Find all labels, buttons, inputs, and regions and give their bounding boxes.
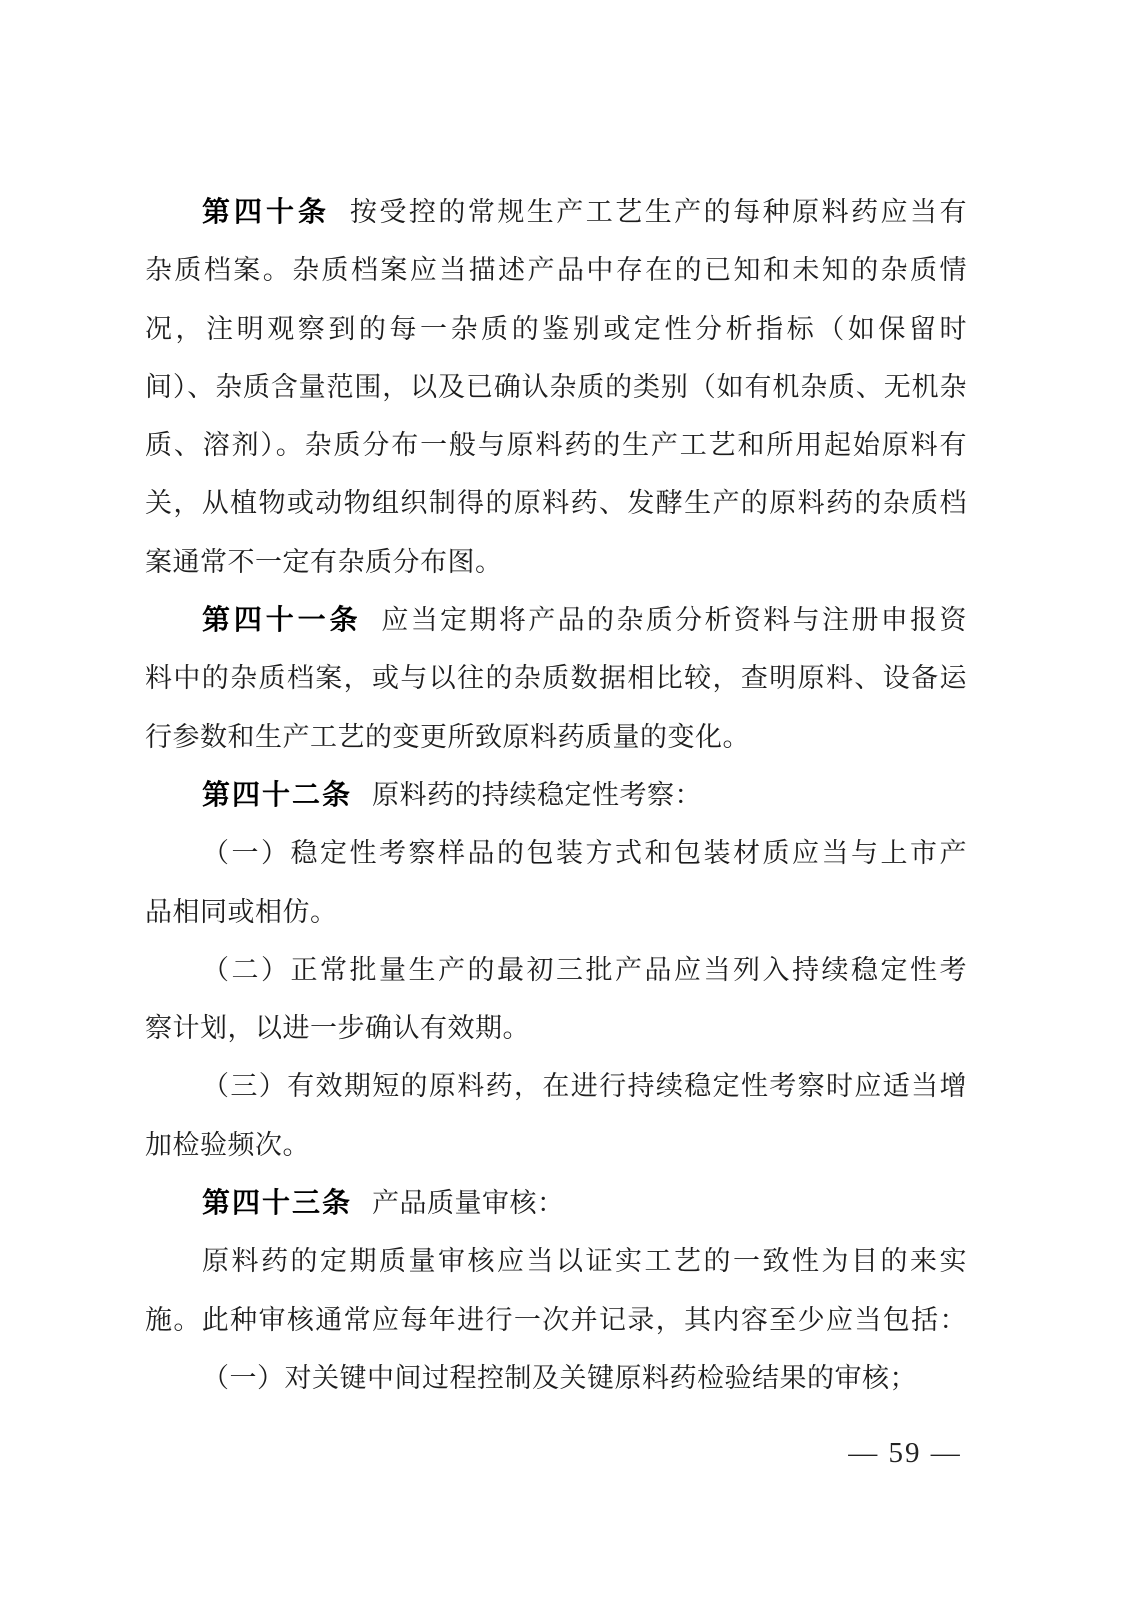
text-line bbox=[145, 708, 967, 766]
text-line bbox=[145, 416, 967, 474]
line-text: 杂质档案。杂质档案应当描述产品中存在的已知和未知的杂质情 bbox=[145, 255, 967, 286]
line-text: 察计划，以进一步确认有效期。 bbox=[145, 1013, 530, 1044]
line-text: 产品质量审核： bbox=[372, 1188, 565, 1219]
line-text: （一）稳定性考察样品的包装方式和包装材质应当与上市产 bbox=[202, 838, 967, 869]
text-block bbox=[145, 183, 967, 1407]
line-text: 施。此种审核通常应每年进行一次并记录，其内容至少应当包括： bbox=[145, 1304, 967, 1335]
text-line bbox=[145, 1291, 967, 1349]
text-line bbox=[145, 358, 967, 416]
text-line bbox=[145, 1232, 967, 1290]
article-number: 第四十一条 bbox=[202, 604, 362, 636]
line-text: （二）正常批量生产的最初三批产品应当列入持续稳定性考 bbox=[202, 954, 967, 985]
text-line bbox=[145, 474, 967, 532]
text-line bbox=[145, 183, 967, 241]
line-text: 应当定期将产品的杂质分析资料与注册申报资 bbox=[381, 605, 967, 636]
line-text: 原料药的持续稳定性考察： bbox=[372, 779, 703, 810]
line-text: 按受控的常规生产工艺生产的每种原料药应当有 bbox=[349, 197, 967, 227]
text-line bbox=[145, 766, 967, 824]
line-text: （三）有效期短的原料药，在进行持续稳定性考察时应适当增 bbox=[202, 1071, 967, 1102]
line-text: 质、溶剂）。杂质分布一般与原料药的生产工艺和所用起始原料有 bbox=[145, 430, 967, 461]
text-line bbox=[145, 591, 967, 649]
text-line bbox=[145, 300, 967, 358]
article-number: 第四十三条 bbox=[202, 1187, 353, 1219]
text-line bbox=[145, 241, 967, 299]
text-line bbox=[145, 883, 967, 941]
line-text: 案通常不一定有杂质分布图。 bbox=[145, 546, 503, 577]
text-line bbox=[145, 1057, 967, 1115]
text-line bbox=[145, 1174, 967, 1232]
article-number: 第四十二条 bbox=[202, 778, 353, 810]
page-number: — 59 — bbox=[848, 1437, 962, 1469]
text-line bbox=[145, 533, 967, 591]
line-text: 行参数和生产工艺的变更所致原料药质量的变化。 bbox=[145, 721, 750, 752]
line-text: 料中的杂质档案，或与以往的杂质数据相比较，查明原料、设备运 bbox=[145, 663, 967, 694]
text-line bbox=[145, 824, 967, 882]
line-text: 加检验频次。 bbox=[145, 1129, 310, 1160]
text-line bbox=[145, 941, 967, 999]
article-number: 第四十条 bbox=[202, 196, 330, 227]
text-line bbox=[145, 999, 967, 1057]
text-line bbox=[145, 1349, 967, 1407]
text-line bbox=[145, 1116, 967, 1174]
text-line bbox=[145, 649, 967, 707]
line-text: 原料药的定期质量审核应当以证实工艺的一致性为目的来实 bbox=[202, 1246, 967, 1277]
line-text: 品相同或相仿。 bbox=[145, 896, 338, 927]
line-text: （一）对关键中间过程控制及关键原料药检验结果的审核； bbox=[202, 1362, 917, 1393]
line-text: 关，从植物或动物组织制得的原料药、发酵生产的原料药的杂质档 bbox=[145, 488, 967, 519]
line-text: 况，注明观察到的每一杂质的鉴别或定性分析指标（如保留时 bbox=[145, 313, 967, 344]
line-text: 间）、杂质含量范围，以及已确认杂质的类别（如有机杂质、无机杂 bbox=[145, 371, 967, 402]
